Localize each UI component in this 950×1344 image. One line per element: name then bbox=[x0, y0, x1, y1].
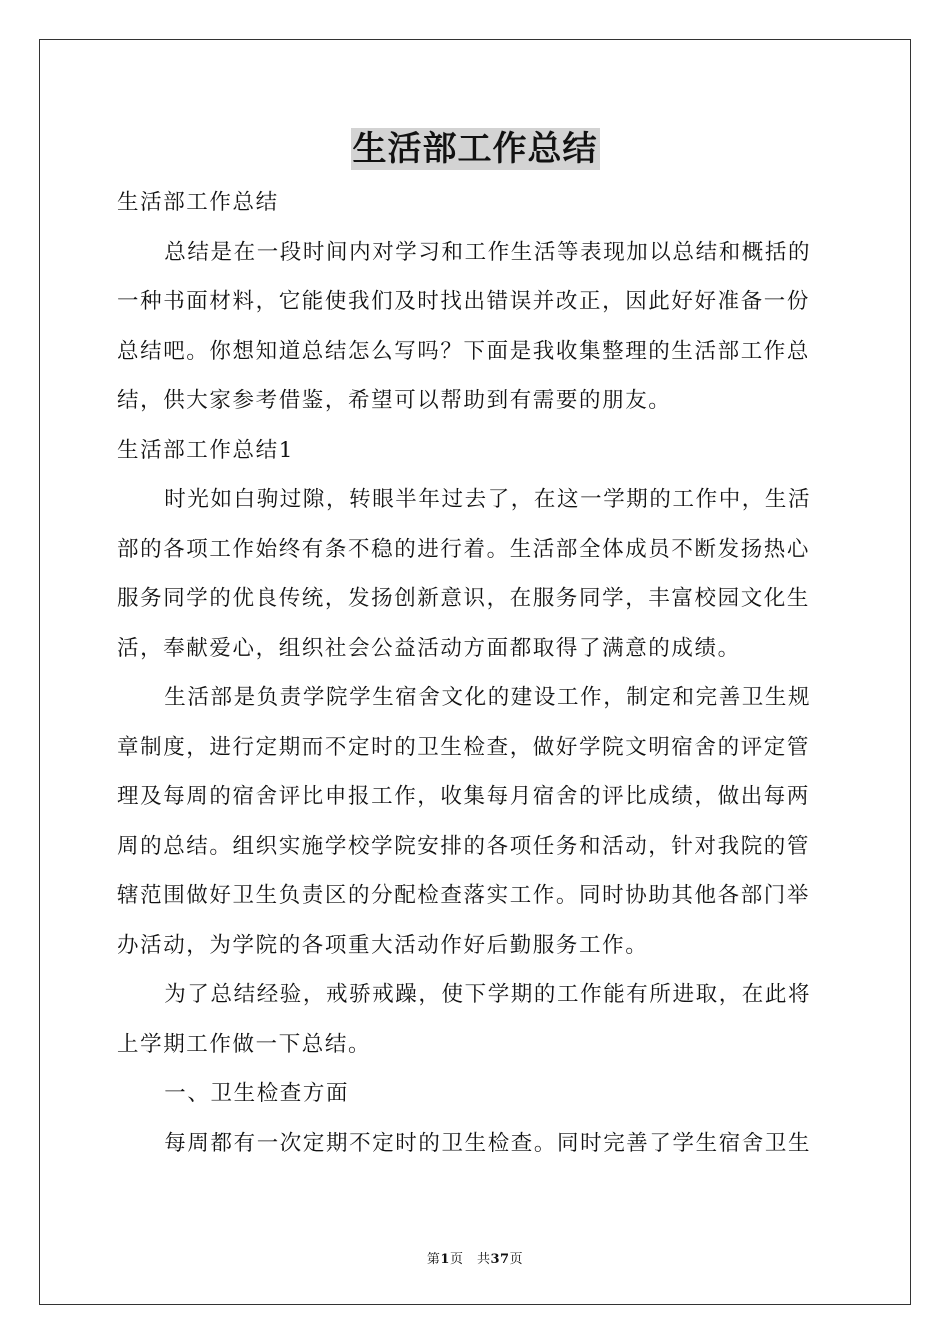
section-heading: 生活部工作总结1 bbox=[117, 437, 294, 463]
total-pages-number: 37 bbox=[490, 1252, 510, 1267]
document-body bbox=[117, 178, 833, 1168]
body-paragraph: 时光如白驹过隙，转眼半年过去了，在这一学期的工作中，生活部的各项工作始终有条不稳的进行着。生活部全体成员不断发扬热心服务同学的优良传统，发扬创新意识，在服务同学，丰富校园文化生活，奉献爱心，组织社会公益活动方面都取得了满意的成绩。 bbox=[117, 487, 812, 661]
footer-prefix: 第 bbox=[426, 1252, 441, 1267]
body-paragraph: 每周都有一次定期不定时的卫生检查。同时完善了学生宿舍卫生 bbox=[164, 1130, 812, 1156]
document-subtitle: 生活部工作总结 bbox=[117, 190, 279, 215]
document-title: 生活部工作总结 bbox=[352, 129, 598, 169]
intro-paragraph: 总结是在一段时间内对学习和工作生活等表现加以总结和概括的一种书面材料，它能使我们及时找出错误并改正，因此好好准备一份总结吧。你想知道总结怎么写吗？下面是我收集整理的生活部工作总结，供大家参考借鉴，希望可以帮助到有需要的朋友。 bbox=[117, 239, 812, 413]
body-paragraph: 为了总结经验，戒骄戒躁，使下学期的工作能有所进取，在此将上学期工作做一下总结。 bbox=[117, 982, 812, 1057]
page-footer bbox=[0, 1248, 950, 1267]
footer-mid: 页 共 bbox=[449, 1252, 491, 1267]
body-paragraph: 生活部是负责学院学生宿舍文化的建设工作，制定和完善卫生规章制度，进行定期而不定时的卫生检查，做好学院文明宿舍的评定管理及每周的宿舍评比申报工作，收集每月宿舍的评比成绩，做出每两周的总结。组织实施学校学院安排的各项任务和活动，针对我院的管辖范围做好卫生负责区的分配检查落实工作。同时协助其他各部门举办活动，为学院的各项重大活动作好后勤服务工作。 bbox=[117, 685, 812, 958]
footer-suffix: 页 bbox=[509, 1252, 524, 1267]
subsection-heading: 一、卫生检查方面 bbox=[164, 1081, 350, 1106]
current-page-number: 1 bbox=[440, 1252, 450, 1267]
title-container bbox=[0, 128, 950, 170]
